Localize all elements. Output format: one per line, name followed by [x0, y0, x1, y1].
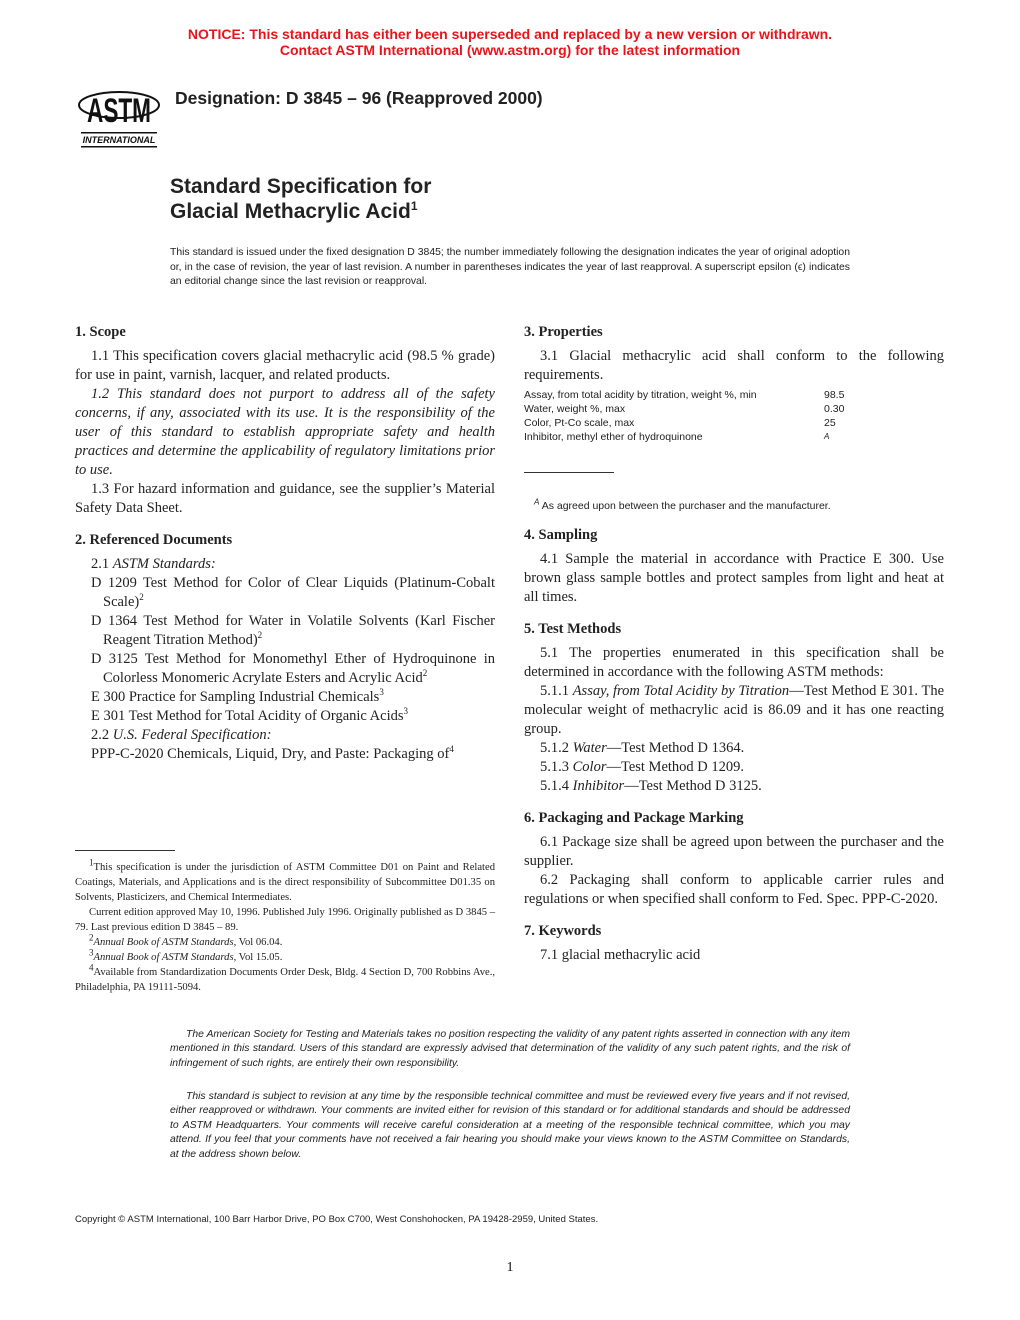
- section-number: 5.1.3: [540, 759, 569, 775]
- footnote-title: Annual Book of ASTM Standards: [93, 952, 234, 963]
- footnote-ref: 2: [139, 592, 144, 603]
- packaging-6-1: 6.1 Package size shall be agreed upon between the purchaser and the supplier.: [524, 834, 944, 869]
- footnote-marker: 3: [89, 947, 94, 958]
- property-value: 25: [824, 417, 836, 429]
- methods-5-1: 5.1 The properties enumerated in this specification shall be determined in accordance with the following ASTM methods:: [524, 645, 944, 680]
- method-text: —Test Method E 301. The molecular weight of methacrylic acid is 86.09 and it has one reacting group.: [524, 683, 945, 737]
- ref-text: E 301 Test Method for Total Acidity of Organic Acids: [91, 708, 404, 724]
- table-footnote-divider: [524, 472, 614, 473]
- scope-1-3: 1.3 For hazard information and guidance, see the supplier’s Material Safety Data Sheet.: [75, 481, 495, 516]
- method-text: —Test Method D 1364.: [606, 740, 745, 756]
- method-name: Color: [572, 759, 607, 775]
- astm-logo: [76, 72, 162, 150]
- footnote-1: [75, 857, 495, 905]
- footnote-text: Available from Standardization Documents Order Desk, Bldg. 4 Section D, 700 Robbins Ave., Philadelphia, PA 19111-5094.: [75, 967, 495, 993]
- left-column: [75, 323, 495, 764]
- section-number: 2.1: [91, 556, 110, 572]
- footnote-ref: 3: [403, 706, 409, 717]
- footnote-ref: 2: [422, 668, 428, 679]
- properties-heading: 3. Properties: [524, 324, 603, 340]
- ref-text: PPP-C-2020 Chemicals, Liquid, Dry, and Paste: Packaging of: [91, 746, 450, 762]
- revision-notice-text: This standard is subject to revision at any time by the responsible technical committee and must be reviewed every five years and if not revised, either reapproved or withdrawn. Your comments are invited either for revision of this standard or for additional standards and should be addressed to ASTM Headquarters. Your comments will receive careful consideration at a meeting of the responsible technical committee, which you may attend. If you feel that your comments have not received a fair hearing you should make your views known to the ASTM Committee on Standards, at the address shown below.: [170, 1091, 850, 1160]
- footnotes: [75, 857, 495, 995]
- intro-paragraph: This standard is issued under the fixed designation D 3845; the number immediately following the designation indicates the year of original adoption or, in the case of revision, the year of last revision. A number in parentheses indicates the year of last reapproval. A superscript epsilon (ϵ) indicates an editorial change since the last revision or reapproval.: [170, 247, 850, 287]
- methods-5-1-3: [524, 758, 944, 777]
- ref-text: D 1364 Test Method for Water in Volatile Solvents (Karl Fischer Reagent Titration Method): [91, 613, 495, 648]
- methods-heading: 5. Test Methods: [524, 621, 622, 637]
- keywords-7-1: 7.1 glacial methacrylic acid: [540, 947, 701, 963]
- properties-3-1: 3.1 Glacial methacrylic acid shall conform to the following requirements.: [524, 348, 944, 383]
- svg-text:INTERNATIONAL: INTERNATIONAL: [82, 135, 156, 145]
- methods-5-1-2: [524, 739, 944, 758]
- footnote-title: Annual Book of ASTM Standards: [93, 937, 234, 948]
- packaging-6-2: 6.2 Packaging shall conform to applicable carrier rules and regulations or when specified shall conform to Fed. Spec. PPP-C-2020.: [524, 872, 944, 907]
- refs-heading: 2. Referenced Documents: [75, 532, 233, 548]
- right-column-lower: [524, 526, 944, 965]
- property-name: Water, weight %, max: [524, 403, 626, 415]
- notice-line-2: Contact ASTM International (www.astm.org) for the latest information: [279, 41, 741, 58]
- svg-text:ASTM: ASTM: [87, 92, 151, 130]
- scope-1-2: 1.2 This standard does not purport to address all of the safety concerns, if any, associated with its use. It is the responsibility of the user of this standard to establish appropriate safety and health practices and determine the applicability of regulatory limitations prior to use.: [75, 386, 495, 478]
- footnote-marker: 2: [89, 932, 94, 943]
- footnote-ref: 4: [449, 744, 454, 755]
- method-text: —Test Method D 1209.: [606, 759, 744, 775]
- footnote-2: [75, 932, 495, 950]
- footnote-text: , Vol 06.04.: [233, 937, 283, 948]
- property-name: Color, Pt-Co scale, max: [524, 417, 635, 429]
- revision-notice: [170, 1090, 850, 1162]
- sampling-4-1: 4.1 Sample the material in accordance with Practice E 300. Use brown glass sample bottles and protect samples from light and heat at all times.: [524, 551, 944, 605]
- ref-item: [75, 650, 495, 688]
- table-row: [524, 402, 944, 416]
- footnote-1b: Current edition approved May 10, 1996. Published July 1996. Originally published as D 3845 – 79. Last previous edition D 3845 – 89.: [75, 907, 495, 933]
- ref-item: [75, 688, 495, 707]
- property-value: A: [824, 432, 830, 441]
- footnote-text: This specification is under the jurisdiction of ASTM Committee D01 on Paint and Related Coatings, Materials, and Applications and is the direct responsibility of Subcommittee D01.35 on Solvents, Plasticizers, and Chemical Intermediates.: [75, 862, 495, 903]
- refs-fed-label: [75, 726, 495, 745]
- title-line-2: [170, 199, 431, 224]
- document-title: [170, 174, 431, 224]
- sampling-heading: 4. Sampling: [524, 527, 598, 543]
- property-name: Assay, from total acidity by titration, weight %, min: [524, 389, 757, 401]
- section-number: 5.1.4: [540, 778, 569, 794]
- packaging-heading: 6. Packaging and Package Marking: [524, 810, 744, 826]
- designation: Designation: D 3845 – 96 (Reapproved 2000): [175, 88, 543, 108]
- page-number: 1: [506, 1260, 514, 1275]
- patent-notice: [170, 1028, 850, 1071]
- property-value: 98.5: [824, 389, 845, 401]
- title-footnote-ref: 1: [410, 199, 418, 213]
- footnote-text: As agreed upon between the purchaser and the manufacturer.: [541, 500, 831, 512]
- footnote-marker: 1: [89, 857, 94, 868]
- scope-heading: 1. Scope: [75, 324, 126, 340]
- footnote-ref: 3: [379, 687, 384, 698]
- table-footnote: [534, 497, 831, 512]
- astm-standards-label: ASTM Standards:: [112, 556, 216, 572]
- fed-spec-label: U.S. Federal Specification:: [112, 727, 272, 743]
- copyright: Copyright © ASTM International, 100 Barr Harbor Drive, PO Box C700, West Conshohocken, PA 19428-2959, United States.: [75, 1214, 599, 1225]
- table-row: [524, 430, 944, 444]
- methods-5-1-4: [524, 777, 944, 796]
- methods-5-1-1: [524, 682, 944, 739]
- footnote-divider: [75, 850, 175, 851]
- method-name: Assay, from Total Acidity by Titration: [572, 683, 790, 699]
- table-row: [524, 416, 944, 430]
- footnote-marker: 4: [89, 962, 94, 973]
- title-text: Glacial Methacrylic Acid: [170, 200, 411, 223]
- method-name: Water: [572, 740, 607, 756]
- section-number: 5.1.2: [540, 740, 569, 756]
- patent-notice-text: The American Society for Testing and Materials takes no position respecting the validity of any patent rights asserted in connection with any item mentioned in this standard. Users of this standard are expressly advised that determination of the validity of any such patent rights, and the risk of infringement of such rights, are entirely their own responsibility.: [170, 1029, 850, 1069]
- footnote-4: [75, 962, 495, 995]
- footnote-3: [75, 947, 495, 965]
- properties-table: [524, 388, 944, 444]
- footnote-text: , Vol 15.05.: [233, 952, 283, 963]
- method-text: —Test Method D 3125.: [624, 778, 762, 794]
- ref-item: [75, 707, 495, 726]
- ref-text: D 3125 Test Method for Monomethyl Ether of Hydroquinone in Colorless Monomeric Acrylate Esters and Acrylic Acid: [91, 651, 495, 686]
- footnote-ref: 2: [257, 630, 263, 641]
- notice-line-1: NOTICE: This standard has either been superseded and replaced by a new version or withdrawn.: [187, 26, 833, 42]
- ref-item: [75, 612, 495, 650]
- refs-astm-label: [75, 555, 495, 574]
- method-name: Inhibitor: [572, 778, 625, 794]
- ref-item: [75, 745, 495, 764]
- section-number: 2.2: [91, 727, 110, 743]
- property-name: Inhibitor, methyl ether of hydroquinone: [524, 431, 703, 443]
- ref-text: E 300 Practice for Sampling Industrial Chemicals: [91, 689, 380, 705]
- table-row: [524, 388, 944, 402]
- title-line-1: Standard Specification for: [170, 175, 432, 198]
- supersede-notice: [0, 27, 1020, 58]
- section-number: 5.1.1: [540, 683, 569, 699]
- astm-logo-icon: [76, 72, 162, 150]
- scope-1-1: 1.1 This specification covers glacial methacrylic acid (98.5 % grade) for use in paint, varnish, lacquer, and related products.: [75, 348, 495, 383]
- property-value: 0.30: [824, 403, 845, 415]
- ref-item: [75, 574, 495, 612]
- footnote-marker: A: [534, 497, 540, 507]
- keywords-heading: 7. Keywords: [524, 923, 602, 939]
- ref-text: D 1209 Test Method for Color of Clear Liquids (Platinum-Cobalt Scale): [91, 575, 495, 610]
- right-column: [524, 323, 944, 444]
